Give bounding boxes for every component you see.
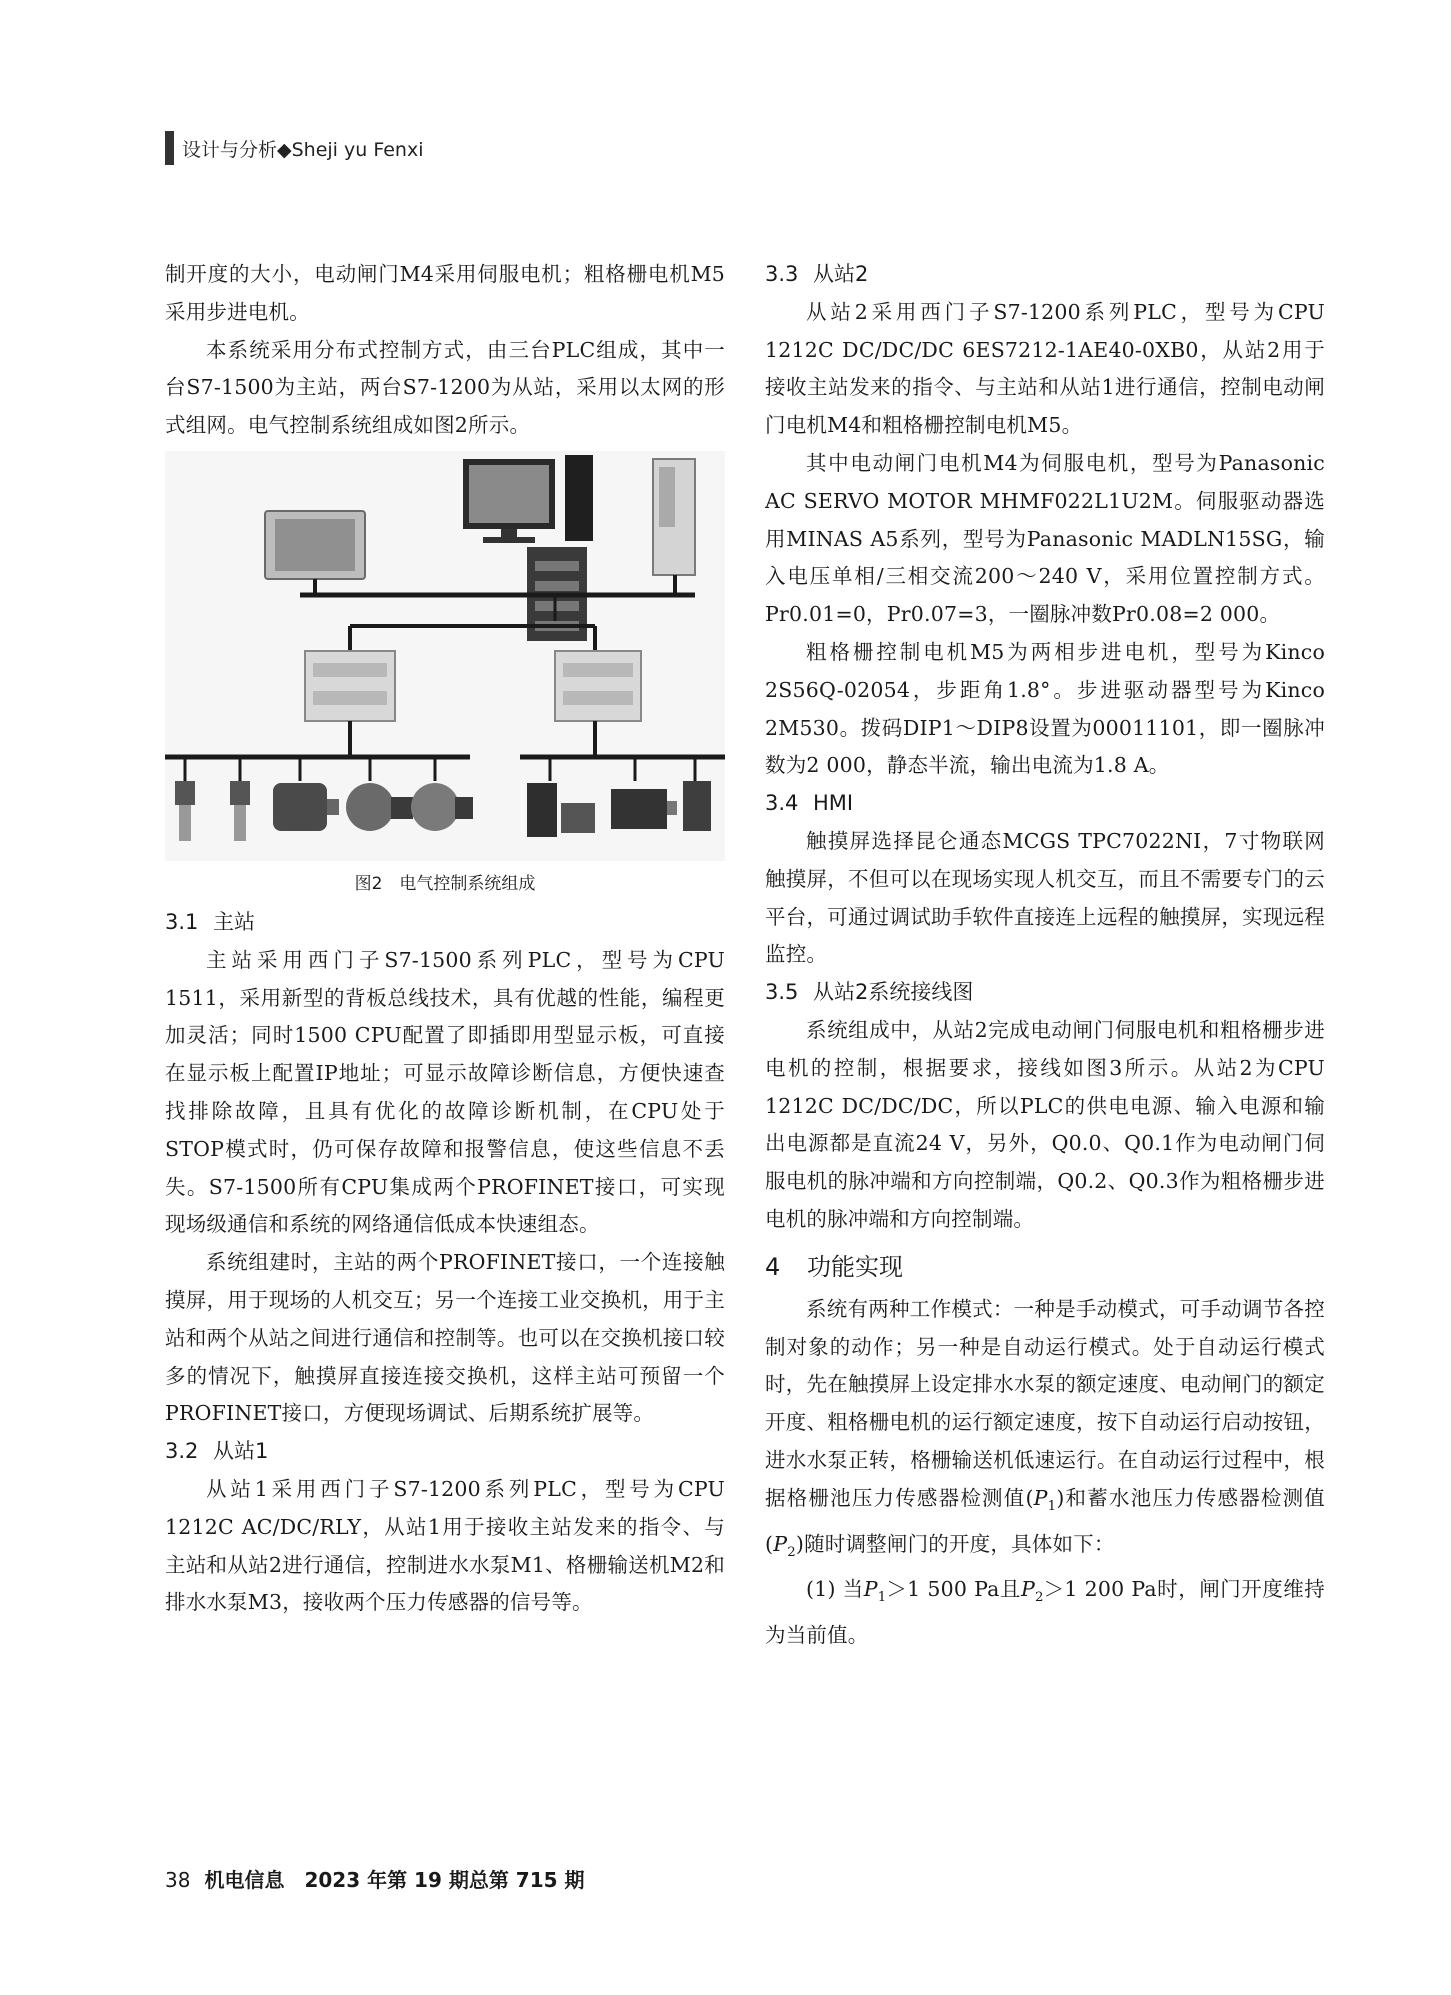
- master-plc-icon: [653, 459, 695, 575]
- paragraph: 本系统采用分布式控制方式，由三台PLC组成，其中一台S7-1500为主站，两台S7-1200为从站，采用以太网的形式组网。电气控制系统组成如图2所示。: [165, 337, 725, 438]
- stepper-driver-icon: [683, 781, 711, 831]
- paragraph: 从站1采用西门子S7-1200系列PLC，型号为CPU 1212C AC/DC/RLY，从站1用于接收主站发来的指令、与主站和从站2进行通信，控制进水水泵M1、格栅输送机M2和排水水泵M3，接收两个压力传感器的信号等。: [165, 1476, 725, 1615]
- paragraph: 系统组成中，从站2完成电动闸门伺服电机和粗格栅步进电机的控制，根据要求，接线如图3所示。从站2为CPU 1212C DC/DC/DC，所以PLC的供电电源、输入电源和输出电源都是直流24 V，另外，Q0.0、Q0.1作为电动闸门伺服电机的脉冲端和方向控制端，Q0.2、Q0.3作为粗格栅步进电机的脉冲端和方向控制端。: [765, 1017, 1325, 1231]
- journal-info: 机电信息 2023 年第 19 期总第 715 期: [204, 1868, 585, 1892]
- slave2-plc-icon: [555, 651, 641, 721]
- running-header: [165, 131, 423, 165]
- paragraph: 系统组建时，主站的两个PROFINET接口，一个连接触摸屏，用于现场的人机交互；另一个连接工业交换机，用于主站和两个从站之间进行通信和控制等。也可以在交换机接口较多的情况下，触摸屏直接连接交换机，这样主站可预留一个PROFINET接口，方便现场调试、后期系统扩展等。: [165, 1250, 725, 1426]
- paragraph: 触摸屏选择昆仑通态MCGS TPC7022NI，7寸物联网触摸屏，不但可以在现场实现人机交互，而且不需要专门的云平台，可通过调试助手软件直接连上远程的触摸屏，实现远程监控。: [765, 828, 1325, 967]
- header-text: 设计与分析◆Sheji yu Fenxi: [182, 138, 424, 161]
- page-number: 38: [165, 1868, 191, 1892]
- section-heading: 3.1 主站: [165, 909, 255, 934]
- paragraph: 主站采用西门子S7-1500系列PLC，型号为CPU 1511，采用新型的背板总线技术，具有优越的性能，编程更加灵活；同时1500 CPU配置了即插即用型显示板，可直接在显示板上配置IP地址；可显示故障诊断信息，方便快速查找排除故障，且具有优化的故障诊断机制，在CPU处于STOP模式时，仍可保存故障和报警信息，使这些信息不丢失。S7-1500所有CPU集成两个PROFINET接口，可实现现场级通信和系统的网络通信低成本快速组态。: [165, 947, 725, 1237]
- figure-2: [165, 451, 725, 861]
- paragraph: 粗格栅控制电机M5为两相步进电机，型号为Kinco 2S56Q-02054，步距角1.8°。步进驱动器型号为Kinco 2M530。拨码DIP1～DIP8设置为00011101，即一圈脉冲数为2 000，静态半流，输出电流为1.8 A。: [765, 639, 1325, 778]
- page-footer: [165, 1864, 585, 1893]
- left-column: [165, 256, 725, 1622]
- section-heading: 3.4 HMI: [765, 791, 854, 816]
- paragraph: (1) 当$P_1>1$ 500 Pa且$P_2>1$ 200 Pa时，闸门开度维持为当前值。: [765, 1577, 1325, 1648]
- right-column: [765, 256, 1325, 1655]
- system-diagram: [165, 451, 725, 861]
- section-heading: 3.5 从站2系统接线图: [765, 980, 974, 1005]
- section-heading: 3.2 从站1: [165, 1439, 269, 1464]
- paragraph: 其中电动闸门电机M4为伺服电机，型号为Panasonic AC SERVO MOTOR MHMF022L1U2M。伺服驱动器选用MINAS A5系列，型号为Panasonic MADLN15SG，输入电压单相/三相交流200～240 V，采用位置控制方式。Pr0.01=0，Pr0.07=3，一圈脉冲数Pr0.08=2 000。: [765, 450, 1325, 627]
- slave1-plc-icon: [305, 651, 395, 721]
- hmi-screen-icon: [265, 511, 365, 579]
- section-heading: 3.3 从站2: [765, 262, 869, 286]
- chapter-heading: 4 功能实现: [765, 1252, 903, 1281]
- paragraph: 系统有两种工作模式：一种是手动模式，可手动调节各控制对象的动作；另一种是自动运行模式。处于自动运行模式时，先在触摸屏上设定排水水泵的额定速度、电动闸门的额定开度、粗格栅电机的运行额定速度，按下自动运行启动按钮，进水水泵正转，格栅输送机低速运行。在自动运行过程中，根据格栅池压力传感器检测值$(P_1)$和蓄水池压力传感器检测值$(P_2)$随时调整闸门的开度，具体如下：: [765, 1296, 1325, 1560]
- paragraph: 制开度的大小，电动闸门M4采用伺服电机；粗格栅电机M5采用步进电机。: [165, 262, 725, 324]
- paragraph: 从站2采用西门子S7-1200系列PLC，型号为CPU 1212C DC/DC/DC 6ES7212-1AE40-0XB0，从站2用于接收主站发来的指令、与主站和从站1进行通信，控制电动闸门电机M4和粗格栅控制电机M5。: [765, 299, 1325, 438]
- figure-caption: 图2 电气控制系统组成: [354, 873, 536, 894]
- header-bar: [165, 131, 174, 165]
